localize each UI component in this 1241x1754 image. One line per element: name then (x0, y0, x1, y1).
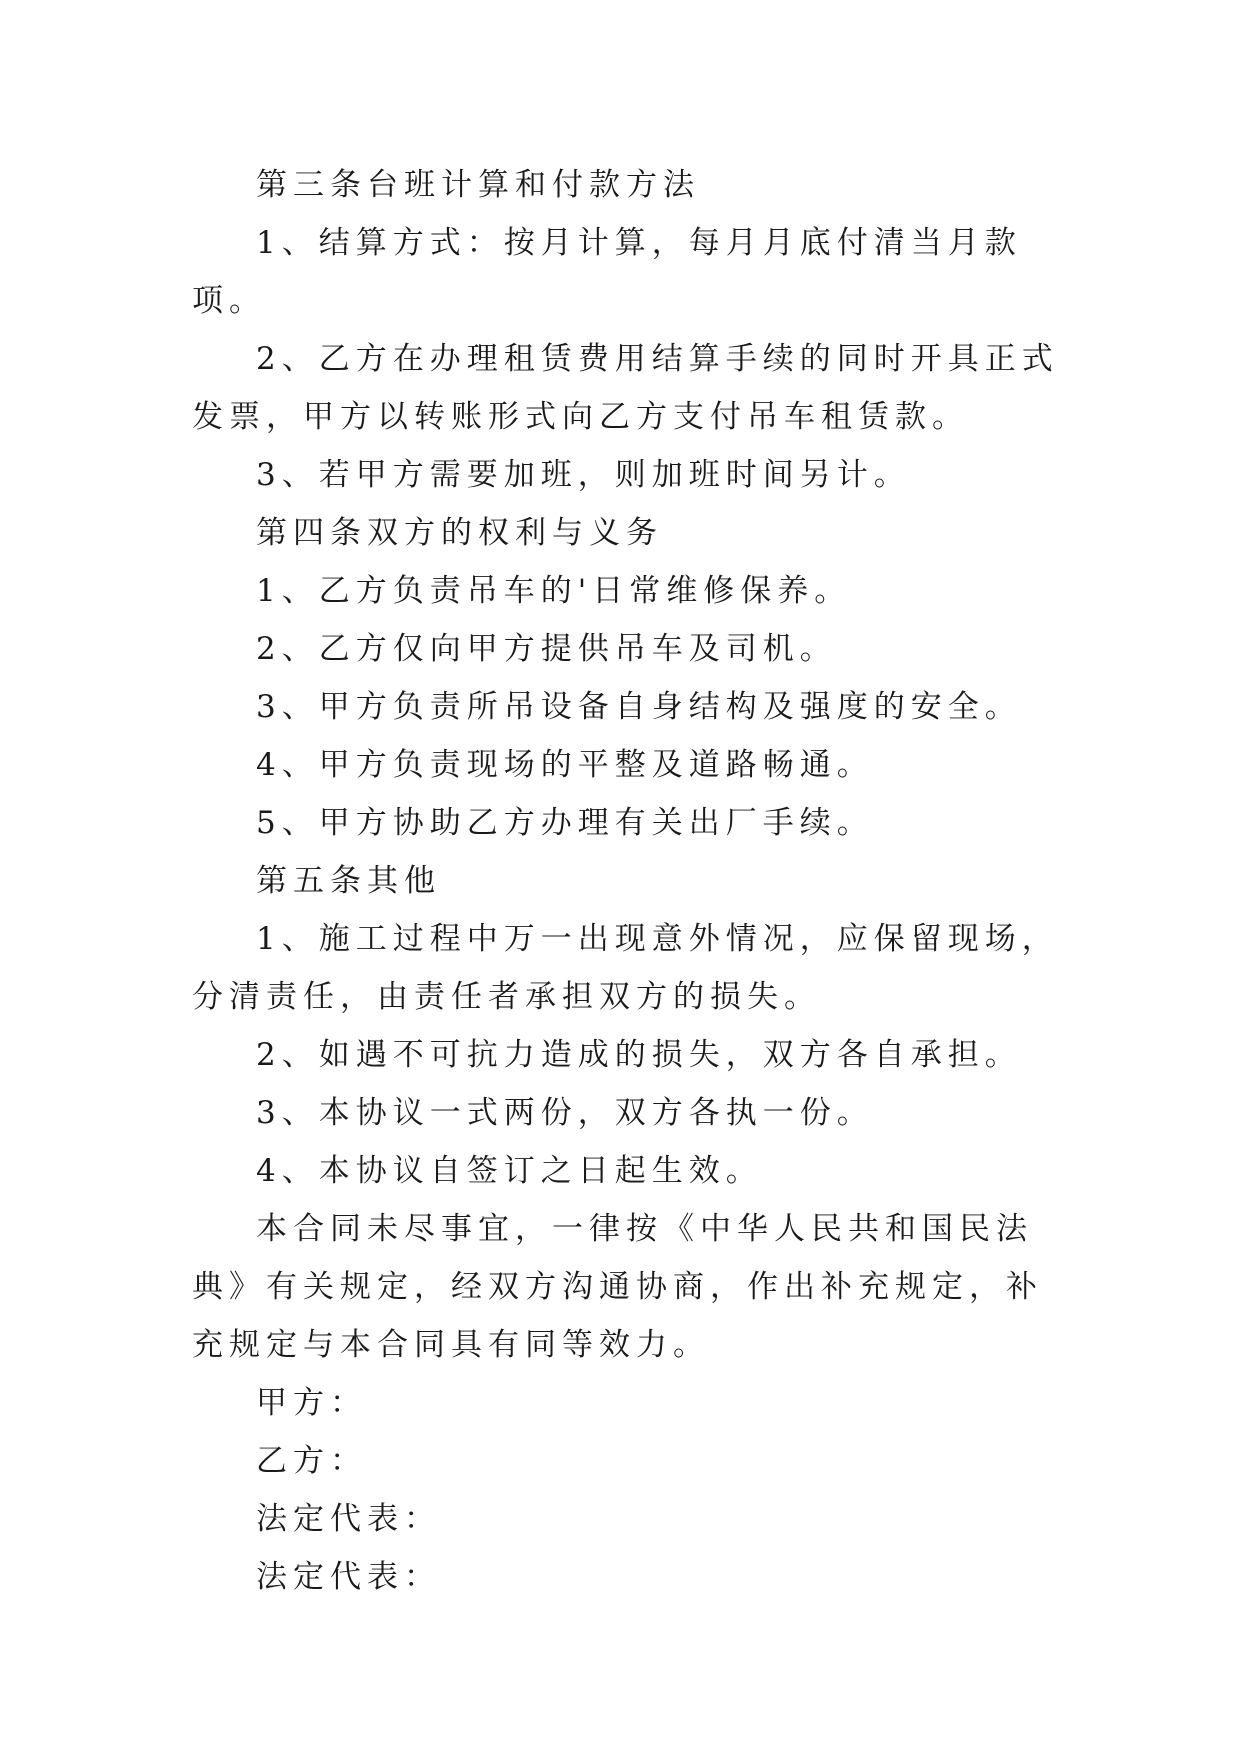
clause-3-1: 1、结算方式：按月计算，每月月底付清当月款项。 (192, 225, 1022, 319)
signature-legal-rep-1: 法定代表： (256, 1501, 441, 1537)
clause-5-3: 3、本协议一式两份，双方各执一份。 (256, 1095, 874, 1131)
section-heading-3: 第三条台班计算和付款方法 (256, 167, 700, 203)
signature-legal-rep-2: 法定代表： (256, 1559, 441, 1595)
clause-4-1: 1、乙方负责吊车的'日常维修保养。 (256, 573, 852, 609)
clause-5-4: 4、本协议自签订之日起生效。 (256, 1153, 763, 1189)
closing-paragraph: 本合同未尽事宜，一律按《中华人民共和国民法典》有关规定，经双方沟通协商，作出补充规定，补充规定与本合同具有同等效力。 (192, 1211, 1043, 1363)
section-heading-4: 第四条双方的权利与义务 (256, 515, 663, 551)
clause-4-2: 2、乙方仅向甲方提供吊车及司机。 (256, 631, 837, 667)
clause-4-3: 3、甲方负责所吊设备自身结构及强度的安全。 (256, 689, 1022, 725)
section-heading-5: 第五条其他 (256, 863, 441, 899)
clause-4-4: 4、甲方负责现场的平整及道路畅通。 (256, 747, 874, 783)
clause-4-5: 5、甲方协助乙方办理有关出厂手续。 (256, 805, 874, 841)
clause-3-3: 3、若甲方需要加班，则加班时间另计。 (256, 457, 911, 493)
signature-party-b: 乙方： (256, 1443, 367, 1479)
clause-5-2: 2、如遇不可抗力造成的损失，双方各自承担。 (256, 1037, 1022, 1073)
clause-5-1: 1、施工过程中万一出现意外情况，应保留现场，分清责任，由责任者承担双方的损失。 (192, 921, 1059, 1015)
clause-3-2: 2、乙方在办理租赁费用结算手续的同时开具正式发票，甲方以转账形式向乙方支付吊车租赁款。 (192, 341, 1059, 435)
contract-body (192, 156, 1062, 1606)
signature-party-a: 甲方： (256, 1385, 367, 1421)
